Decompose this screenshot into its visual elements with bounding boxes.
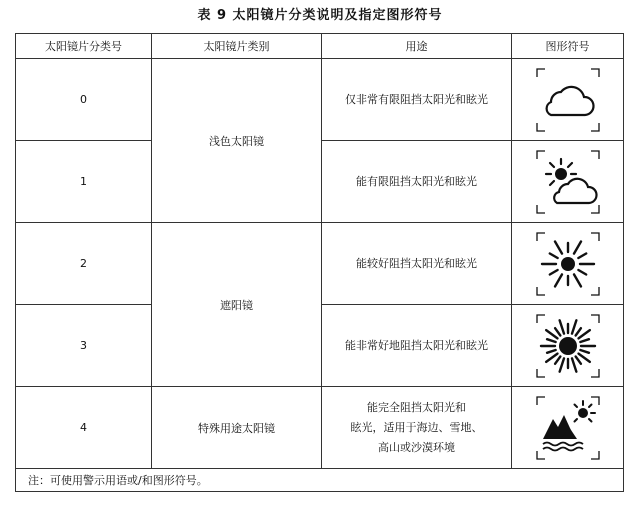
sun-ray [559, 358, 563, 371]
cloud-icon [533, 65, 603, 135]
symbol-cell [512, 305, 624, 387]
sun-ray [575, 356, 580, 363]
sun-ray [580, 339, 589, 342]
usage-cell [322, 305, 512, 387]
sun-ray [555, 356, 560, 363]
sunglass-lens-table [15, 33, 624, 492]
table-note: 注：可使用警示用语或/和图形符号。 [16, 469, 624, 492]
sun-ray [555, 274, 562, 286]
note-row [16, 469, 624, 492]
usage-line: 高山或沙漠环境 [378, 440, 455, 454]
symbol-cell [512, 59, 624, 141]
usage-line: 能完全阻挡太阳光和 [367, 400, 466, 414]
header-usage: 用途 [322, 34, 512, 59]
category-no-cell: 2 [16, 223, 152, 305]
sun-behind-cloud-icon [533, 147, 603, 217]
sun-ray [572, 320, 576, 333]
symbol-cell [512, 223, 624, 305]
sun-ray [547, 350, 556, 353]
sun-ray [546, 353, 557, 361]
header-category-no: 太阳镜片分类号 [16, 34, 152, 59]
sun-mountain-water-icon [533, 393, 603, 463]
sun-ray [546, 330, 557, 338]
sun-ray [578, 253, 586, 258]
category-cell: 特殊用途太阳镜 [152, 387, 322, 469]
sun-ray [559, 320, 563, 333]
header-row [16, 34, 624, 59]
symbol-cell [512, 387, 624, 469]
sun-rays-icon [533, 229, 603, 299]
usage-line: 能非常好地阻挡太阳光和眩光 [345, 338, 488, 352]
usage-line: 能有限阻挡太阳光和眩光 [356, 174, 477, 188]
category-cell: 遮阳镜 [152, 223, 322, 387]
sun-ray [578, 330, 589, 338]
category-no-cell: 3 [16, 305, 152, 387]
usage-cell [322, 387, 512, 469]
sun-ray [549, 270, 557, 275]
usage-cell [322, 223, 512, 305]
sun-ray [549, 253, 557, 258]
sun-ray [555, 241, 562, 253]
table-row [16, 223, 624, 305]
sun-ray [578, 270, 586, 275]
usage-cell [322, 141, 512, 223]
usage-cell [322, 59, 512, 141]
usage-line: 仅非常有限阻挡太阳光和眩光 [345, 92, 488, 106]
sun-ray [574, 274, 581, 286]
sun-ray [575, 328, 580, 335]
category-cell: 浅色太阳镜 [152, 59, 322, 223]
strong-sun-icon [533, 311, 603, 381]
sun-ray [572, 358, 576, 371]
sun-ray [555, 328, 560, 335]
usage-line: 眩光，适用于海边、雪地、 [350, 420, 483, 434]
sun-ray [578, 353, 589, 361]
sun-ray [547, 339, 556, 342]
category-no-cell: 0 [16, 59, 152, 141]
symbol-cell [512, 141, 624, 223]
table-row [16, 387, 624, 469]
header-category: 太阳镜片类别 [152, 34, 322, 59]
usage-line: 能较好阻挡太阳光和眩光 [356, 256, 477, 270]
table-row [16, 59, 624, 141]
header-symbol: 图形符号 [512, 34, 624, 59]
category-no-cell: 1 [16, 141, 152, 223]
sun-ray [574, 241, 581, 253]
sun-ray [580, 350, 589, 353]
table-caption: 表 9 太阳镜片分类说明及指定图形符号 [197, 8, 443, 23]
category-no-cell: 4 [16, 387, 152, 469]
